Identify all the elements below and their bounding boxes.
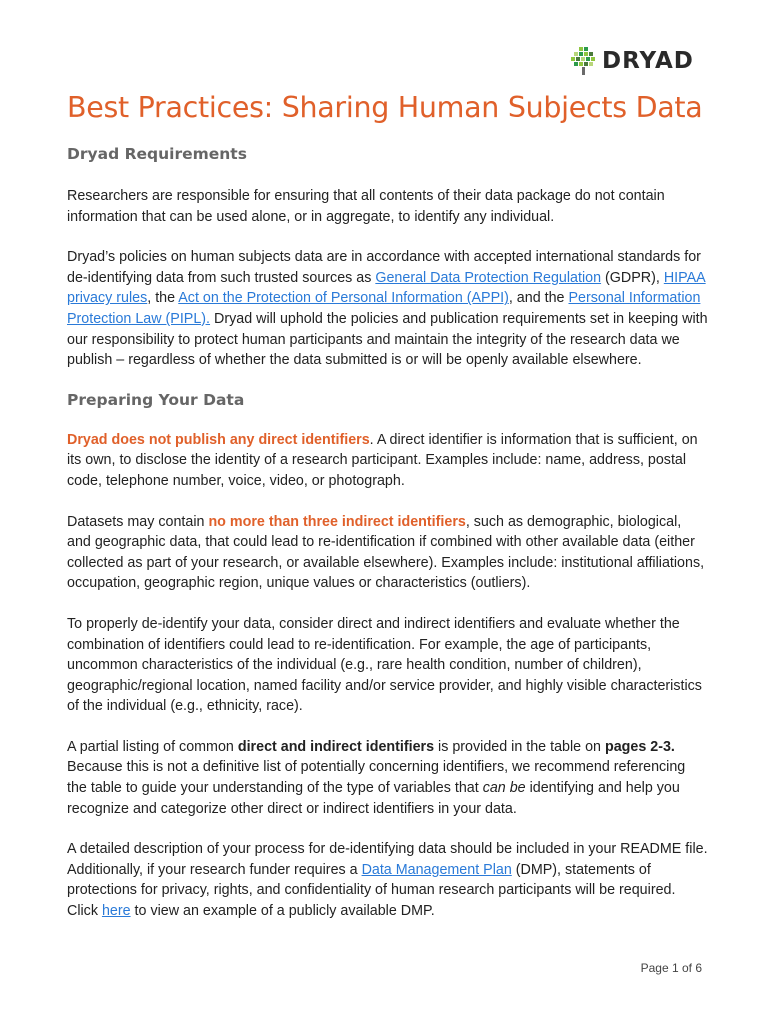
text-span: Because this is not a definitive list of potentially concerning identifiers, we recommend referencing the table to guide your understanding of the type of variables that <box>67 759 686 797</box>
text-span: identifying and help you recognize and categorize other direct or indirect identifiers in your data. <box>67 780 680 817</box>
text-span: . A direct identifier is information that is sufficient, on its own, to disclose the identity of a research participant. Examples include: name, address, postal code, telephone number, voice, video, or photograph. <box>67 431 698 489</box>
paragraph-direct-identifiers <box>67 430 709 492</box>
paragraph-deidentify: To properly de-identify your data, consider direct and indirect identifiers and evaluate whether the combination of identifiers could lead to re-identification. For example, the age of participants, uncommon characteristics of the individual (e.g., rare health condition, number of children), geographic/regional location, named facility and/or service provider, and highly visible characteristics of the individual (e.g., ethnicity, race). <box>67 615 702 715</box>
highlight-direct-identifiers: Dryad does not publish any direct identifiers <box>67 431 370 448</box>
text-span: to view an example of a publicly available DMP. <box>130 903 435 920</box>
section-heading-preparing: Preparing Your Data <box>67 390 245 409</box>
text-span: , such as demographic, biological, and geographic data, that could lead to re-identification if combined with other available data (either collected as part of your research, or available elsewhere). Examples include: institutional affiliations, occupation, geographic region, unique values or characteristics (outliers). <box>67 513 705 592</box>
link-appi[interactable]: Act on the Protection of Personal Information (APPI) <box>178 290 509 307</box>
bold-pages: pages 2-3. <box>604 738 675 755</box>
text-span: is provided in the table on <box>434 738 605 755</box>
paragraph-readme <box>67 839 709 921</box>
link-pipl[interactable]: Personal Information Protection Law (PIPL). <box>67 290 701 327</box>
text-span: A detailed description of your process for de-identifying data should be included in your README file. Additionally, if your research funder requires a <box>67 841 708 878</box>
paragraph-policies <box>67 247 709 371</box>
text-span: , and the <box>508 290 569 307</box>
dryad-tree-icon <box>570 46 600 76</box>
text-span: , the <box>147 290 179 307</box>
text-span: A partial listing of common <box>67 738 238 755</box>
link-hipaa[interactable]: HIPAA privacy rules <box>67 269 706 307</box>
link-here[interactable]: here <box>101 903 131 920</box>
document-content <box>67 88 709 922</box>
paragraph-indirect-identifiers <box>67 512 709 594</box>
text-span: Dryad will uphold the policies and publication requirements set in keeping with our responsibility to protect human participants and maintain the integrity of the research data we publish – regardless of whether the data submitted is or will be openly available elsewhere. <box>67 310 708 369</box>
link-gdpr[interactable]: General Data Protection Regulation <box>375 269 602 286</box>
bold-identifiers: direct and indirect identifiers <box>237 738 435 755</box>
text-span: Dryad’s policies on human subjects data are in accordance with accepted international standards for de-identifying data from such trusted sources as <box>67 249 701 286</box>
dryad-logo-text: DRYAD <box>602 47 694 74</box>
dryad-logo <box>570 46 694 76</box>
page-number: Page 1 of 6 <box>640 961 702 975</box>
section-heading-requirements: Dryad Requirements <box>67 145 247 163</box>
text-span: Datasets may contain <box>67 513 209 530</box>
italic-can-be: can be <box>482 780 526 797</box>
text-span: (GDPR), <box>601 269 664 286</box>
highlight-indirect-identifiers: no more than three indirect identifiers <box>208 513 466 530</box>
text-span: (DMP), statements of protections for privacy, rights, and confidentiality of human research participants will be required. Click <box>67 861 676 920</box>
link-data-management-plan[interactable]: Data Management Plan <box>361 861 512 878</box>
paragraph-partial-listing <box>67 737 709 819</box>
page-title: Best Practices: Sharing Human Subjects Data <box>67 91 703 124</box>
paragraph-responsibility: Researchers are responsible for ensuring that all contents of their data package do not contain information that can be used alone, or in aggregate, to identify any individual. <box>67 188 665 225</box>
